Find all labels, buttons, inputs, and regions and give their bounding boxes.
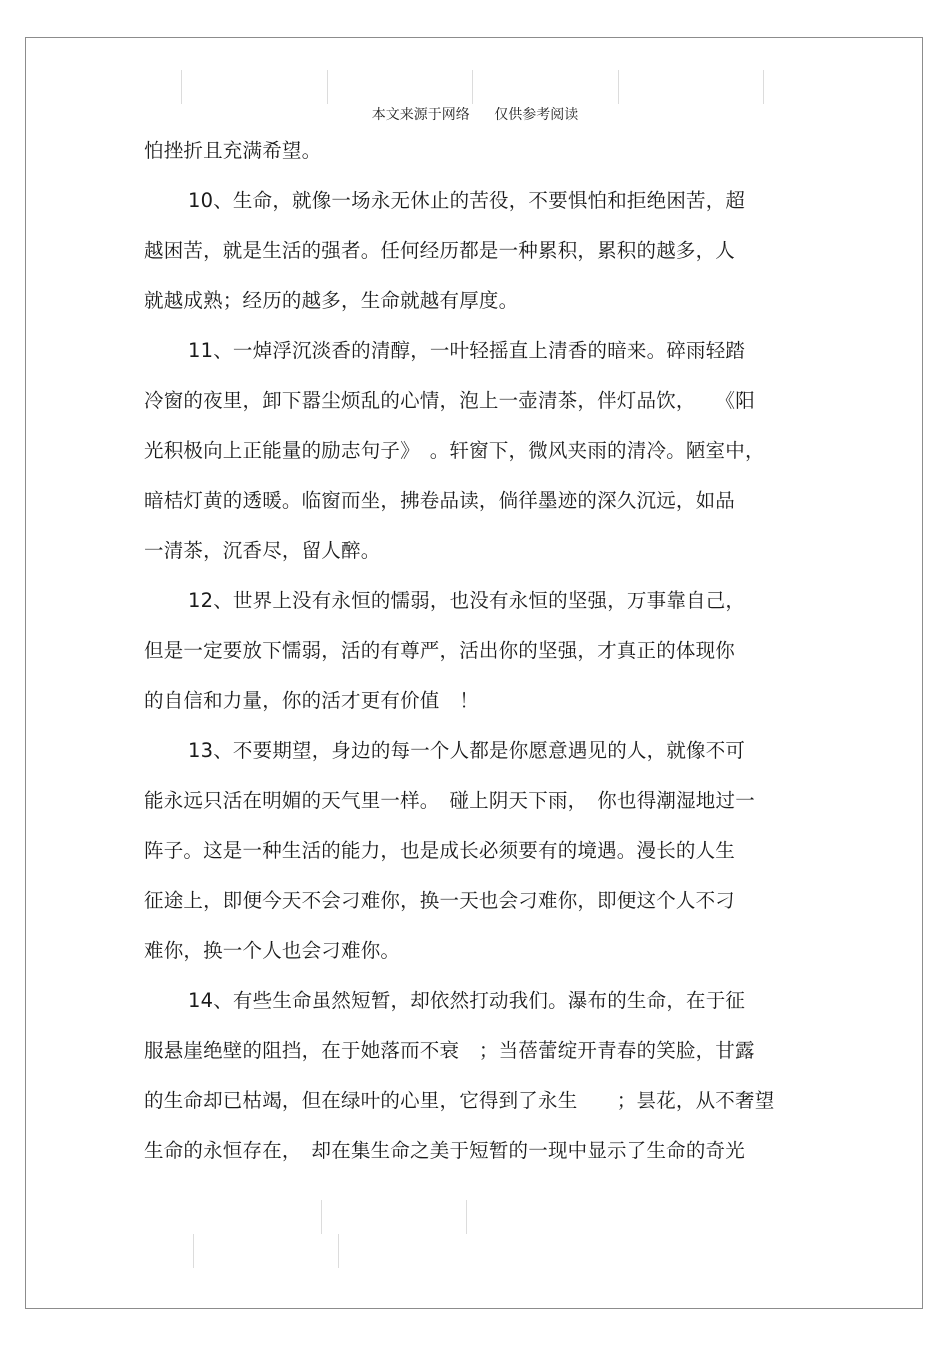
column-tick [181, 70, 182, 104]
text-line: 的自信和力量，你的活才更有价值 ！ [144, 689, 479, 712]
text-line: 一清茶，沉香尽，留人醉。 [144, 539, 381, 562]
text-line: 难你，换一个人也会刁难你。 [144, 939, 401, 962]
text-line: 冷窗的夜里，卸下嚣尘烦乱的心情，泡上一壶清茶，伴灯品饮， 《阳 [144, 389, 755, 412]
text-line: 的生命却已枯竭，但在绿叶的心里，它得到了永生 ；昙花，从不奢望 [144, 1089, 775, 1112]
text-line: 光积极向上正能量的励志句子》 。轩窗下，微风夹雨的清冷。陋室中， [144, 439, 765, 462]
text-line: 11、一焯浮沉淡香的清醇，一叶轻摇直上清香的暗来。碎雨轻踏 [188, 339, 746, 362]
column-tick [321, 1200, 322, 1234]
text-line: 就越成熟；经历的越多，生命就越有厚度。 [144, 289, 519, 312]
page-header-source-note: 本文来源于网络 仅供参考阅读 [371, 107, 579, 123]
text-line: 暗桔灯黄的透暖。临窗而坐，拂卷品读，倘徉墨迹的深久沉远，如品 [144, 489, 736, 512]
text-line: 服悬崖绝壁的阻挡，在于她落而不衰 ；当蓓蕾绽开青春的笑脸，甘露 [144, 1039, 755, 1062]
text-line: 14、有些生命虽然短暂，却依然打动我们。瀑布的生命，在于征 [188, 989, 746, 1012]
text-line: 10、生命，就像一场永无休止的苦役，不要惧怕和拒绝困苦，超 [188, 189, 746, 212]
text-line: 阵子。这是一种生活的能力，也是成长必须要有的境遇。漫长的人生 [144, 839, 736, 862]
body-text [144, 126, 814, 1176]
text-line: 13、不要期望，身边的每一个人都是你愿意遇见的人，就像不可 [188, 739, 746, 762]
column-tick [193, 1234, 194, 1268]
text-line: 但是一定要放下懦弱，活的有尊严，活出你的坚强，才真正的体现你 [144, 639, 736, 662]
column-tick [327, 70, 328, 104]
column-tick [472, 70, 473, 104]
text-line: 越困苦，就是生活的强者。任何经历都是一种累积，累积的越多，人 [144, 239, 736, 262]
column-tick [618, 70, 619, 104]
column-tick [338, 1234, 339, 1268]
column-tick [466, 1200, 467, 1234]
text-line: 12、世界上没有永恒的懦弱，也没有永恒的坚强，万事靠自己， [188, 589, 746, 612]
column-tick [763, 70, 764, 104]
text-line: 能永远只活在明媚的天气里一样。 碰上阴天下雨， 你也得潮湿地过一 [144, 789, 755, 812]
text-line: 怕挫折且充满希望。 [144, 139, 322, 162]
text-line: 征途上，即便今天不会刁难你，换一天也会刁难你，即便这个人不刁 [144, 889, 736, 912]
text-line: 生命的永恒存在， 却在集生命之美于短暂的一现中显示了生命的奇光 [144, 1139, 745, 1162]
